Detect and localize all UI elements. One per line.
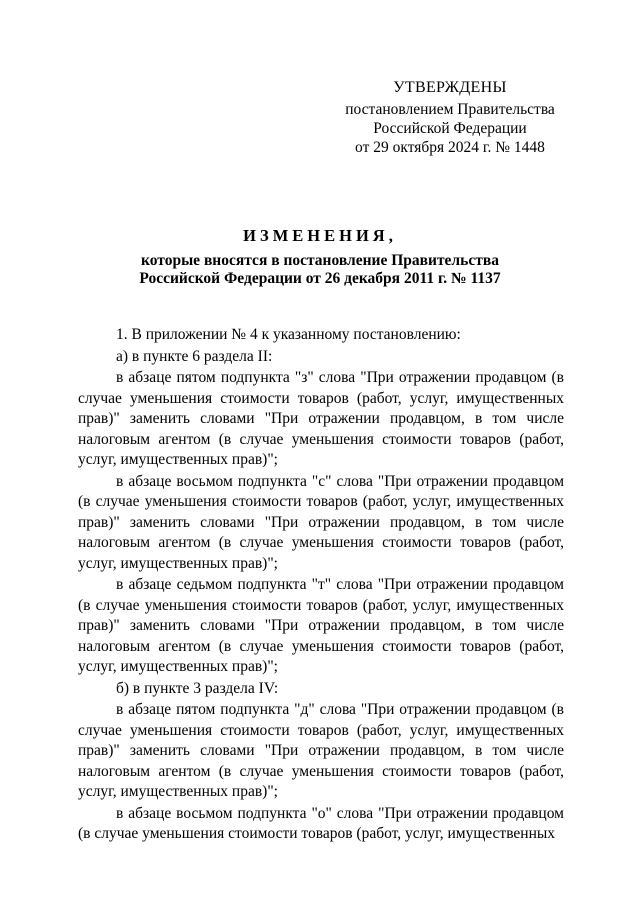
approval-line-2: Российской Федерации <box>373 120 527 137</box>
paragraph-s: в абзаце восьмом подпункта "с" слова "При отражении продавцом (в случае уменьшения стоимости товаров (работ, услуг, имущественных прав)" заменить словами "При отражении продавцом, в том числе налоговым агентом (в случае уменьшения стоимости товаров (работ, услуг, имущественных прав)"; <box>78 472 564 572</box>
title-subtitle-line-1: которые вносятся в постановление Правительства <box>141 252 499 269</box>
document-body <box>78 325 564 846</box>
title-subtitle-line-2: Российской Федерации от 26 декабря 2011 г. № 1137 <box>139 270 501 287</box>
document-title <box>60 226 580 288</box>
paragraph-t: в абзаце седьмом подпункта "т" слова "При отражении продавцом (в случае уменьшения стоимости товаров (работ, услуг, имущественных прав)" заменить словами "При отражении продавцом, в том числе налоговым агентом (в случае уменьшения стоимости товаров (работ, услуг, имущественных прав)"; <box>78 576 564 675</box>
approval-line-1: постановлением Правительства <box>345 101 555 118</box>
approval-heading: УТВЕРЖДЕНЫ <box>393 79 507 96</box>
paragraph-item-1: 1. В приложении № 4 к указанному постановлению: <box>116 326 461 343</box>
paragraph-item-a: а) в пункте 6 раздела II: <box>116 347 273 365</box>
paragraph-o: в абзаце восьмом подпункта "о" слова "При отражении продавцом (в случае уменьшения стоимости товаров (работ, услуг, имущественных <box>78 804 564 842</box>
approval-stamp <box>330 78 570 157</box>
paragraph-item-b: б) в пункте 3 раздела IV: <box>116 679 279 697</box>
paragraph-d: в абзаце пятом подпункта "д" слова "При отражении продавцом (в случае уменьшения стоимости товаров (работ, услуг, имущественных прав)" заменить словами "При отражении продавцом, в том числе налоговым агентом (в случае уменьшения стоимости товаров (работ, услуг, имущественных прав)"; <box>78 701 564 800</box>
paragraph-z: в абзаце пятом подпункта "з" слова "При отражении продавцом (в случае уменьшения стоимости товаров (работ, услуг, имущественных прав)" заменить словами "При отражении продавцом, в том числе налоговым агентом (в случае уменьшения стоимости товаров (работ, услуг, имущественных прав)"; <box>78 369 564 468</box>
title-main: ИЗМЕНЕНИЯ, <box>243 226 397 245</box>
approval-line-3: от 29 октября 2024 г. № 1448 <box>355 139 545 156</box>
